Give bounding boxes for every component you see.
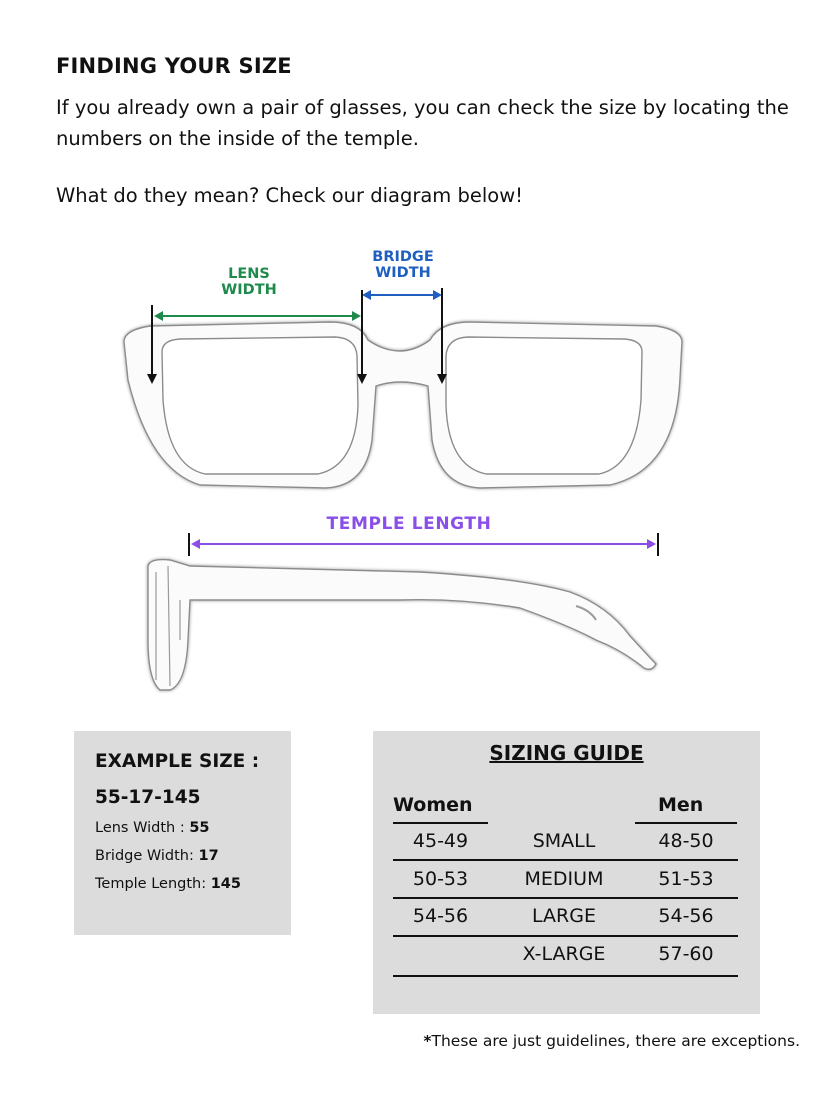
intro-text: If you already own a pair of glasses, you can check the size by locating the numbers on the inside of the temple.: [56, 96, 789, 150]
men-column-header: Men: [658, 794, 704, 816]
guide-bottom-rule: [393, 975, 738, 977]
lens-width-label-line1: LENS: [228, 266, 270, 282]
example-temple-value: 145: [210, 876, 241, 892]
footnote-asterisk: *: [423, 1032, 432, 1050]
guide-row-3-men: 54-56: [658, 905, 714, 927]
guide-row-4-size: X-LARGE: [522, 943, 606, 965]
guide-row-4-men: 57-60: [658, 943, 714, 965]
glasses-diagram: [0, 240, 832, 710]
lens-width-arrow: [154, 311, 361, 321]
guide-row-1-size: SMALL: [532, 830, 596, 852]
example-size-code: 55-17-145: [95, 787, 201, 808]
diagram-intro-text: What do they mean? Check our diagram below!: [56, 184, 523, 207]
lens-width-label-line2: WIDTH: [221, 282, 277, 298]
glasses-front-illustration: [124, 322, 682, 488]
footnote-text: These are just guidelines, there are exceptions.: [431, 1032, 800, 1050]
guide-row-divider: [393, 935, 738, 937]
page-title: FINDING YOUR SIZE: [56, 54, 292, 78]
example-bridge-value: 17: [198, 848, 219, 864]
example-bridge-row: [95, 848, 219, 864]
example-size-title: EXAMPLE SIZE :: [95, 751, 260, 772]
guide-row-1-men: 48-50: [658, 830, 714, 852]
men-header-rule: [635, 822, 737, 824]
example-temple-label: Temple Length:: [95, 876, 211, 892]
bridge-width-label-line2: WIDTH: [375, 265, 431, 281]
sizing-guide-title: SIZING GUIDE: [489, 741, 644, 765]
glasses-side-illustration: [148, 560, 656, 690]
example-bridge-label: Bridge Width:: [95, 848, 199, 864]
bridge-width-label-line1: BRIDGE: [372, 249, 434, 265]
guide-row-3-women: 54-56: [412, 905, 469, 927]
guide-row-2-size: MEDIUM: [524, 868, 604, 890]
women-column-header: Women: [393, 794, 473, 816]
temple-length-label: TEMPLE LENGTH: [326, 514, 492, 534]
bridge-width-arrow: [362, 290, 442, 300]
guide-row-divider: [393, 897, 738, 899]
example-lens-label: Lens Width :: [95, 820, 190, 836]
women-header-rule: [393, 822, 488, 824]
guide-row-divider: [393, 859, 738, 861]
temple-length-arrow: [191, 539, 656, 549]
example-temple-row: [95, 876, 241, 892]
guide-row-3-size: LARGE: [532, 905, 596, 927]
guide-row-2-women: 50-53: [412, 868, 469, 890]
example-lens-value: 55: [189, 820, 210, 836]
footnote: [0, 1032, 800, 1050]
guide-row-2-men: 51-53: [658, 868, 714, 890]
example-lens-row: [95, 820, 210, 836]
guide-row-1-women: 45-49: [412, 830, 469, 852]
